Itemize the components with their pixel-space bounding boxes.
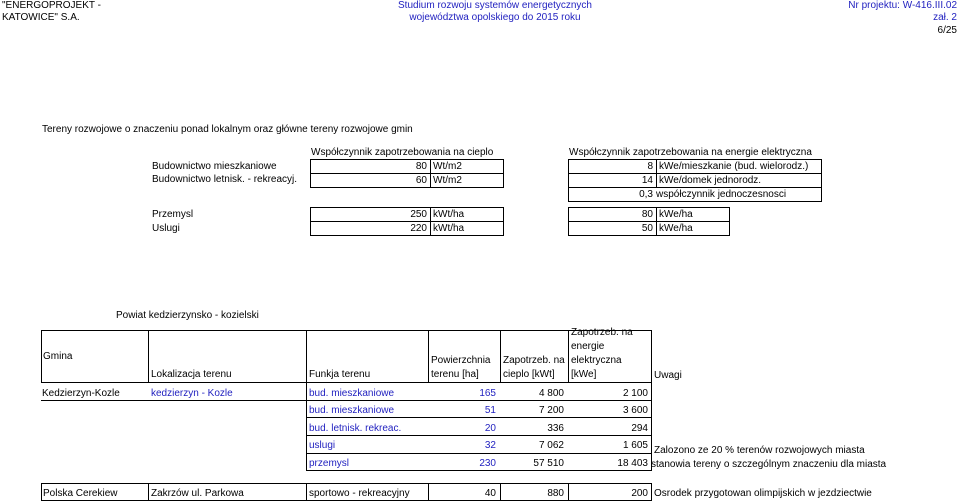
- area-cell: 40: [484, 488, 496, 499]
- company-name-line1: "ENERGOPROJEKT -: [2, 0, 101, 11]
- header-uwagi: Uwagi: [654, 370, 682, 381]
- heat-demand-cell: 336: [547, 423, 564, 434]
- function-cell: przemysl: [309, 458, 350, 469]
- elec-value: 14: [641, 175, 653, 186]
- project-number: Nr projektu: W-416.III.02: [848, 0, 957, 11]
- elec-coefficient-header: Współczynnik zapotrzebowania na energie elektryczna: [569, 147, 812, 158]
- function-cell: sportowo - rekreacyjny: [309, 488, 410, 499]
- remarks-line2: stanowia tereny o szczególnym znaczeniu dla miasta: [651, 459, 887, 470]
- heat-coefficient-header: Współczynnik zapotrzebowania na cieplo: [311, 147, 494, 158]
- function-cell: bud. letnisk. rekreac.: [309, 423, 402, 434]
- elec-demand-cell: 2 100: [622, 388, 648, 399]
- function-cell: uslugi: [309, 440, 336, 451]
- header-elec: Zapotrzeb. na: [571, 327, 633, 338]
- coef-label: Budownictwo mieszkaniowe: [152, 161, 277, 172]
- elec-demand-cell: 294: [631, 423, 648, 434]
- powiat-title: Powiat kedzierzynsko - kozielski: [116, 310, 259, 321]
- heat-demand-cell: 7 200: [538, 405, 564, 416]
- heat-demand-cell: 7 062: [538, 440, 564, 451]
- heat-unit: kWt/ha: [433, 209, 465, 220]
- heat-unit: Wt/m2: [433, 161, 462, 172]
- heat-demand-cell: 4 800: [538, 388, 564, 399]
- elec-value: 50: [641, 223, 653, 234]
- area-cell: 51: [484, 405, 496, 416]
- elec-unit: współczynnik jednoczesnosci: [656, 189, 787, 200]
- header-elec-unit: [kWe]: [571, 369, 597, 380]
- elec-demand-cell: 1 605: [622, 440, 648, 451]
- header-gmina: Gmina: [43, 351, 73, 362]
- heat-value: 80: [415, 161, 427, 172]
- location-name: kedzierzyn - Kozle: [151, 388, 233, 399]
- elec-value: 0,3: [639, 189, 653, 200]
- elec-unit: kWe/ha: [659, 209, 693, 220]
- section-title: Tereny rozwojowe o znaczeniu ponad lokalnym oraz główne tereny rozwojowe gmin: [42, 124, 413, 135]
- coef-label: Przemysl: [152, 209, 194, 220]
- header-lokalizacja: Lokalizacja terenu: [151, 369, 232, 380]
- elec-demand-cell: 3 600: [622, 405, 648, 416]
- page-number: 6/25: [937, 25, 957, 36]
- header-powierzchnia: Powierzchnia: [431, 355, 491, 366]
- gmina-name: Polska Cerekiew: [43, 488, 118, 499]
- elec-unit: kWe/domek jednorodz.: [659, 175, 762, 186]
- elec-unit: kWe/ha: [659, 223, 693, 234]
- study-title-line2: województwa opolskiego do 2015 roku: [409, 12, 581, 23]
- remarks-cell: Osrodek przygotowan olimpijskich w jezdziectwie: [654, 488, 872, 499]
- area-cell: 20: [484, 423, 496, 434]
- elec-demand-cell: 200: [631, 488, 648, 499]
- elec-value: 8: [647, 161, 653, 172]
- attachment-number: zał. 2: [933, 12, 957, 23]
- header-cieplo-unit: cieplo [kWt]: [503, 369, 555, 380]
- function-cell: bud. mieszkaniowe: [309, 405, 395, 416]
- elec-unit: kWe/mieszkanie (bud. wielorodz.): [659, 161, 809, 172]
- study-title-line1: Studium rozwoju systemów energetycznych: [398, 0, 592, 11]
- header-elec-2: energie: [571, 341, 605, 352]
- heat-value: 220: [410, 223, 427, 234]
- gmina-name: Kedzierzyn-Kozle: [42, 388, 120, 399]
- coef-label: Budownictwo letnisk. - rekreacyj.: [152, 174, 298, 185]
- elec-demand-cell: 18 403: [617, 458, 648, 469]
- location-name: Zakrzów ul. Parkowa: [151, 488, 244, 499]
- header-funkcja: Funkja terenu: [309, 369, 371, 380]
- remarks-line1: Zalozono ze 20 % terenów rozwojowych miasta: [654, 445, 865, 456]
- header-cieplo: Zapotrzeb. na: [503, 355, 565, 366]
- heat-demand-cell: 57 510: [533, 458, 564, 469]
- heat-unit: Wt/m2: [433, 175, 462, 186]
- company-name-line2: KATOWICE" S.A.: [2, 12, 80, 23]
- function-cell: bud. mieszkaniowe: [309, 388, 395, 399]
- heat-value: 250: [410, 209, 427, 220]
- heat-demand-cell: 880: [547, 488, 564, 499]
- header-powierzchnia-unit: terenu [ha]: [431, 369, 479, 380]
- header-elec-3: elektryczna: [571, 355, 622, 366]
- heat-value: 60: [415, 175, 427, 186]
- elec-value: 80: [641, 209, 653, 220]
- area-cell: 165: [479, 388, 496, 399]
- area-cell: 32: [484, 440, 496, 451]
- area-cell: 230: [479, 458, 496, 469]
- heat-unit: kWt/ha: [433, 223, 465, 234]
- coef-label: Uslugi: [152, 223, 180, 234]
